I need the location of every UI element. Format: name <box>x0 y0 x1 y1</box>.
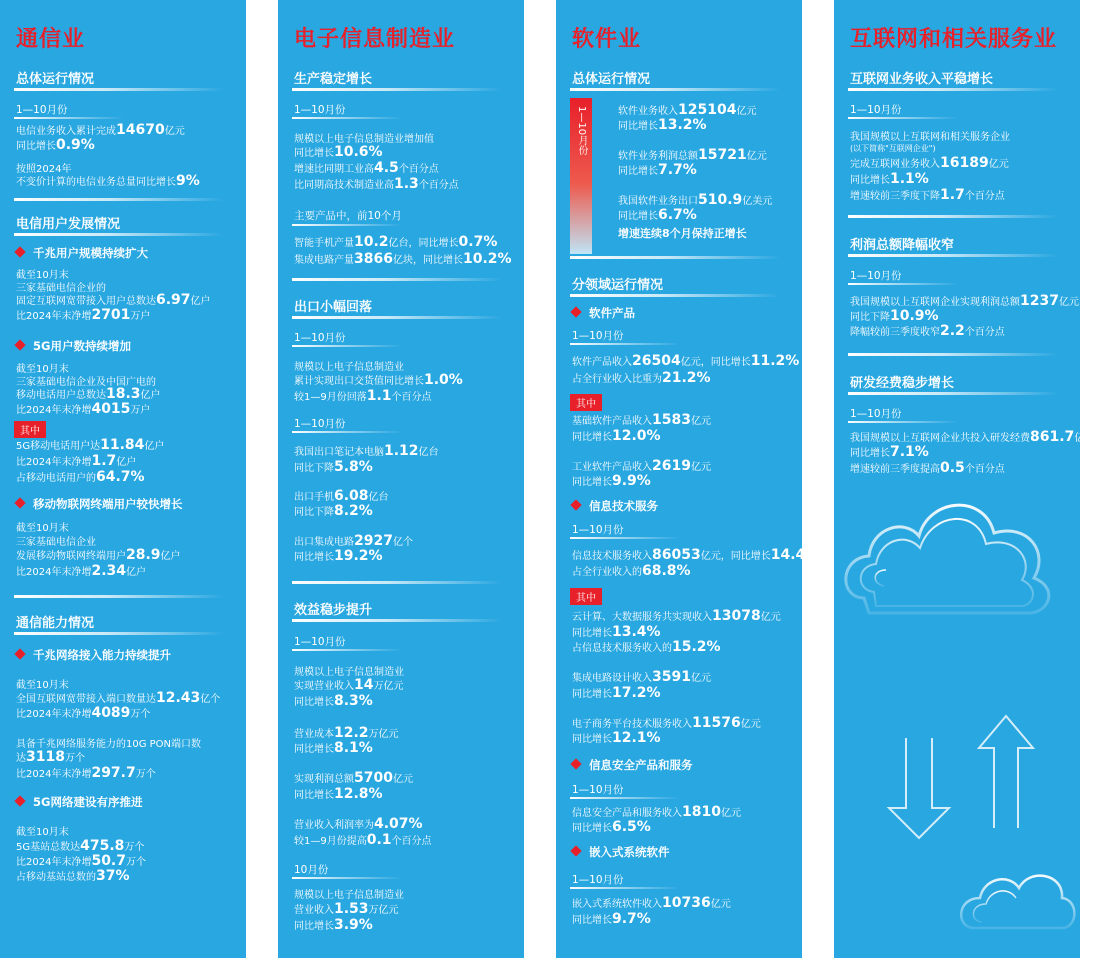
section-divider <box>848 254 1058 257</box>
bullet-heading: 信息技术服务 <box>572 498 658 514</box>
section-divider <box>848 88 1058 91</box>
period-divider <box>292 345 402 347</box>
column-title: 互联网和相关服务业 <box>850 27 1058 52</box>
period-label: 1—10月份 <box>572 874 624 886</box>
stat-line: 具备千兆网络服务能力的10G PON端口数 <box>16 739 202 750</box>
stat-line: 不变价计算的电信业务总量同比增长9% <box>16 173 200 189</box>
stat-line: 同比增长17.2% <box>572 685 661 701</box>
stat-line: 三家基础电信企业 <box>16 537 96 548</box>
section-title: 研发经费稳步增长 <box>850 376 955 391</box>
period-label: 1—10月份 <box>572 524 624 536</box>
period-label: 1—10月份 <box>850 104 902 116</box>
period-divider <box>292 877 402 879</box>
section-title: 电信用户发展情况 <box>16 217 121 232</box>
stat-line: 规模以上电子信息制造业增加值 <box>294 134 434 145</box>
section-title: 利润总额降幅收窄 <box>850 238 955 253</box>
stat-line: 同比增长9.9% <box>572 473 651 489</box>
section-divider <box>848 392 1058 395</box>
stat-line: 占全行业收入比重为21.2% <box>572 370 711 386</box>
column-internet <box>834 0 1094 958</box>
stat-line: 营业成本12.2万亿元 <box>294 725 399 741</box>
diamond-icon <box>14 246 25 257</box>
period-divider <box>292 431 402 433</box>
bullet-heading: 软件产品 <box>572 305 635 321</box>
diamond-icon <box>14 497 25 508</box>
stat-line: 比2024年末净增2.34亿户 <box>16 563 146 579</box>
stat-line: 同比增长12.0% <box>572 428 661 444</box>
stat-line: 占移动基站总数的37% <box>16 868 130 884</box>
stat-line: 同比下降10.9% <box>850 308 939 324</box>
bullet-heading: 千兆用户规模持续扩大 <box>16 245 148 261</box>
section-title: 效益稳步提升 <box>294 603 373 618</box>
stat-line: 云计算、大数据服务共实现收入13078亿元 <box>572 608 781 624</box>
stat-line: 电子商务平台技术服务收入11576亿元 <box>572 715 761 731</box>
period-divider <box>570 537 680 539</box>
bullet-heading: 嵌入式系统软件 <box>572 844 670 860</box>
diamond-icon <box>570 306 581 317</box>
period-divider <box>570 797 680 799</box>
period-label: 1—10月份 <box>16 104 68 116</box>
stat-line: 同比增长6.7% <box>618 207 697 223</box>
diamond-icon <box>14 648 25 659</box>
section-divider <box>848 215 1058 218</box>
period-label: 1—10月份 <box>294 104 346 116</box>
stat-line: 完成互联网业务收入16189亿元 <box>850 155 1009 171</box>
section-divider <box>14 198 224 201</box>
period-divider <box>14 117 124 119</box>
section-title: 分领域运行情况 <box>572 278 664 293</box>
stat-line: 出口集成电路2927亿个 <box>294 533 413 549</box>
tag-badge: 其中 <box>570 394 602 411</box>
stat-line: 5G移动电话用户达11.84亿户 <box>16 437 165 453</box>
section-divider <box>14 233 224 236</box>
stat-line: 基础软件产品收入1583亿元 <box>572 412 711 428</box>
stat-line: 信息技术服务收入86053亿元，同比增长14.4% <box>572 547 820 563</box>
cloud-data-illustration <box>834 488 1080 958</box>
tag-badge: 其中 <box>14 421 46 438</box>
stat-line: 增速较前三季度下降1.7个百分点 <box>850 187 1005 203</box>
stat-line: 较1—9月份提高0.1个百分点 <box>294 832 432 848</box>
stat-line: 我国规模以上互联网和相关服务企业 <box>850 132 1010 143</box>
period-label: 1—10月份 <box>850 270 902 282</box>
stat-line: 嵌入式系统软件收入10736亿元 <box>572 895 731 911</box>
stat-line: 规模以上电子信息制造业 <box>294 890 404 901</box>
stat-line: 按照2024年 <box>16 164 72 175</box>
stat-line: 实现利润总额5700亿元 <box>294 770 413 786</box>
stat-line: 规模以上电子信息制造业 <box>294 667 404 678</box>
period-label: 1—10月份 <box>572 330 624 342</box>
stat-line: 工业软件产品收入2619亿元 <box>572 458 711 474</box>
section-divider <box>292 88 502 91</box>
stat-line: 规模以上电子信息制造业 <box>294 362 404 373</box>
section-title: 总体运行情况 <box>16 72 95 87</box>
stat-line: 截至10月末 <box>16 680 69 691</box>
section-divider <box>570 256 780 259</box>
section-divider <box>292 619 502 622</box>
stat-line: 集成电路设计收入3591亿元 <box>572 669 711 685</box>
diamond-icon <box>570 758 581 769</box>
stat-line: 同比增长8.1% <box>294 740 373 756</box>
diamond-icon <box>14 795 25 806</box>
stat-line: 同比增长7.1% <box>850 444 929 460</box>
column-title: 电子信息制造业 <box>294 27 456 52</box>
stat-line: 占信息技术服务收入的15.2% <box>572 639 721 655</box>
column-software <box>556 0 820 958</box>
stat-line: 同比增长8.3% <box>294 693 373 709</box>
stat-line: 我国规模以上互联网企业共投入研发经费861.7亿元 <box>850 429 1094 445</box>
section-divider <box>292 316 502 319</box>
period-label: 1—10月份 <box>294 332 346 344</box>
stat-line: (以下简称"互联网企业") <box>850 144 936 153</box>
bullet-heading: 5G网络建设有序推进 <box>16 794 142 810</box>
stat-line: 5G基站总数达475.8万个 <box>16 838 145 854</box>
stat-line: 比同期高技术制造业高1.3个百分点 <box>294 176 459 192</box>
period-divider <box>848 117 958 119</box>
stat-line: 软件业务利润总额15721亿元 <box>618 147 767 163</box>
section-title: 总体运行情况 <box>572 72 651 87</box>
stat-line: 三家基础电信企业的 <box>16 283 106 294</box>
stat-line: 占移动电话用户的64.7% <box>16 469 145 485</box>
period-divider <box>292 224 402 226</box>
arrow-down-icon <box>889 738 949 838</box>
stat-line: 智能手机产量10.2亿台，同比增长0.7% <box>294 234 498 250</box>
stat-line: 同比增长7.7% <box>618 162 697 178</box>
bullet-heading: 千兆网络接入能力持续提升 <box>16 647 171 663</box>
stat-line: 较1—9月份回落1.1个百分点 <box>294 388 432 404</box>
stat-line: 累计实现出口交货值同比增长1.0% <box>294 372 463 388</box>
stat-line: 比2024年末净增4089万个 <box>16 705 151 721</box>
stat-line: 集成电路产量3866亿块，同比增长10.2% <box>294 251 512 267</box>
stat-line: 电信业务收入累计完成14670亿元 <box>16 122 185 138</box>
stat-line: 移动电话用户总数达18.3亿户 <box>16 386 161 402</box>
stat-line: 同比增长13.2% <box>618 117 707 133</box>
stat-line: 同比增长6.5% <box>572 819 651 835</box>
stat-line: 增速连续8个月保持正增长 <box>618 227 747 240</box>
section-divider <box>14 632 224 635</box>
period-vertical-bar: 1—10月份 <box>570 98 592 254</box>
stat-line: 同比增长10.6% <box>294 144 383 160</box>
stat-line: 达3118万个 <box>16 749 85 765</box>
section-title: 通信能力情况 <box>16 616 95 631</box>
stat-line: 同比增长12.8% <box>294 786 383 802</box>
stat-line: 比2024年末净增50.7万个 <box>16 853 146 869</box>
section-title: 出口小幅回落 <box>294 300 373 315</box>
section-divider <box>292 581 502 584</box>
stat-line: 同比增长1.1% <box>850 171 929 187</box>
stat-line: 固定互联网宽带接入用户总数达6.97亿户 <box>16 292 211 308</box>
stat-line: 比2024年末净增1.7亿户 <box>16 453 137 469</box>
stat-line: 我国软件业务出口510.9亿美元 <box>618 192 773 208</box>
stat-line: 同比增长9.7% <box>572 911 651 927</box>
stat-line: 全国互联网宽带接入端口数量达12.43亿个 <box>16 690 221 706</box>
cloud-icon <box>846 505 1049 613</box>
bullet-heading: 移动物联网终端用户较快增长 <box>16 496 183 512</box>
period-label: 1—10月份 <box>572 784 624 796</box>
period-label: 主要产品中，前10个月 <box>294 210 402 222</box>
section-divider <box>570 294 780 297</box>
period-divider <box>292 117 402 119</box>
stat-line: 截至10月末 <box>16 364 69 375</box>
stat-line: 比2024年末净增297.7万个 <box>16 765 156 781</box>
bullet-heading: 信息安全产品和服务 <box>572 757 693 773</box>
stat-line: 同比增长0.9% <box>16 137 95 153</box>
stat-line: 软件产品收入26504亿元，同比增长11.2% <box>572 353 800 369</box>
data-stream-lines <box>894 628 999 818</box>
stat-line: 软件业务收入125104亿元 <box>618 102 757 118</box>
period-label: 10月份 <box>294 864 329 876</box>
period-divider <box>570 887 680 889</box>
stat-line: 我国规模以上互联网企业实现利润总额1237亿元 <box>850 293 1079 309</box>
stat-line: 出口手机6.08亿台 <box>294 488 389 504</box>
stat-line: 我国出口笔记本电脑1.12亿台 <box>294 443 439 459</box>
stat-line: 信息安全产品和服务收入1810亿元 <box>572 804 741 820</box>
arrow-up-icon <box>979 716 1033 828</box>
period-divider <box>292 649 402 651</box>
stat-line: 截至10月末 <box>16 270 69 281</box>
diamond-icon <box>570 499 581 510</box>
stat-line: 截至10月末 <box>16 827 69 838</box>
period-label: 1—10月份 <box>294 636 346 648</box>
stat-line: 截至10月末 <box>16 523 69 534</box>
tag-badge: 其中 <box>570 588 602 605</box>
stat-line: 增速比同期工业高4.5个百分点 <box>294 160 439 176</box>
section-divider <box>14 595 224 598</box>
column-telecom <box>0 0 246 958</box>
stat-line: 同比下降5.8% <box>294 459 373 475</box>
period-divider <box>848 283 958 285</box>
section-title: 互联网业务收入平稳增长 <box>850 72 994 87</box>
stat-line: 增速较前三季度提高0.5个百分点 <box>850 460 1005 476</box>
section-divider <box>570 88 780 91</box>
stat-line: 比2024年末净增2701万户 <box>16 307 151 323</box>
period-label: 1—10月份 <box>850 408 902 420</box>
stat-line: 同比增长19.2% <box>294 548 383 564</box>
stat-line: 营业收入利润率为4.07% <box>294 816 423 832</box>
period-label: 1—10月份 <box>294 418 346 430</box>
section-title: 生产稳定增长 <box>294 72 373 87</box>
stat-line: 营业收入1.53万亿元 <box>294 901 399 917</box>
stat-line: 同比增长12.1% <box>572 730 661 746</box>
stat-line: 同比增长13.4% <box>572 624 661 640</box>
stat-line: 三家基础电信企业及中国广电的 <box>16 377 156 388</box>
stat-line: 同比下降8.2% <box>294 503 373 519</box>
diamond-icon <box>570 845 581 856</box>
section-divider <box>292 278 502 281</box>
column-title: 通信业 <box>16 27 86 52</box>
bullet-heading: 5G用户数持续增加 <box>16 338 131 354</box>
stat-line: 降幅较前三季度收窄2.2个百分点 <box>850 323 1005 339</box>
period-divider <box>570 343 680 345</box>
section-divider <box>848 353 1058 356</box>
stat-line: 同比增长3.9% <box>294 917 373 933</box>
column-title: 软件业 <box>572 27 642 52</box>
stat-line: 实现营业收入14万亿元 <box>294 677 404 693</box>
period-divider <box>848 421 958 423</box>
stat-line: 占全行业收入的68.8% <box>572 563 691 579</box>
column-electronics <box>278 0 524 958</box>
small-cloud-icon <box>961 876 1074 928</box>
diamond-icon <box>14 339 25 350</box>
stat-line: 发展移动物联网终端用户28.9亿户 <box>16 547 181 563</box>
section-divider <box>14 88 224 91</box>
stat-line: 比2024年末净增4015万户 <box>16 401 151 417</box>
